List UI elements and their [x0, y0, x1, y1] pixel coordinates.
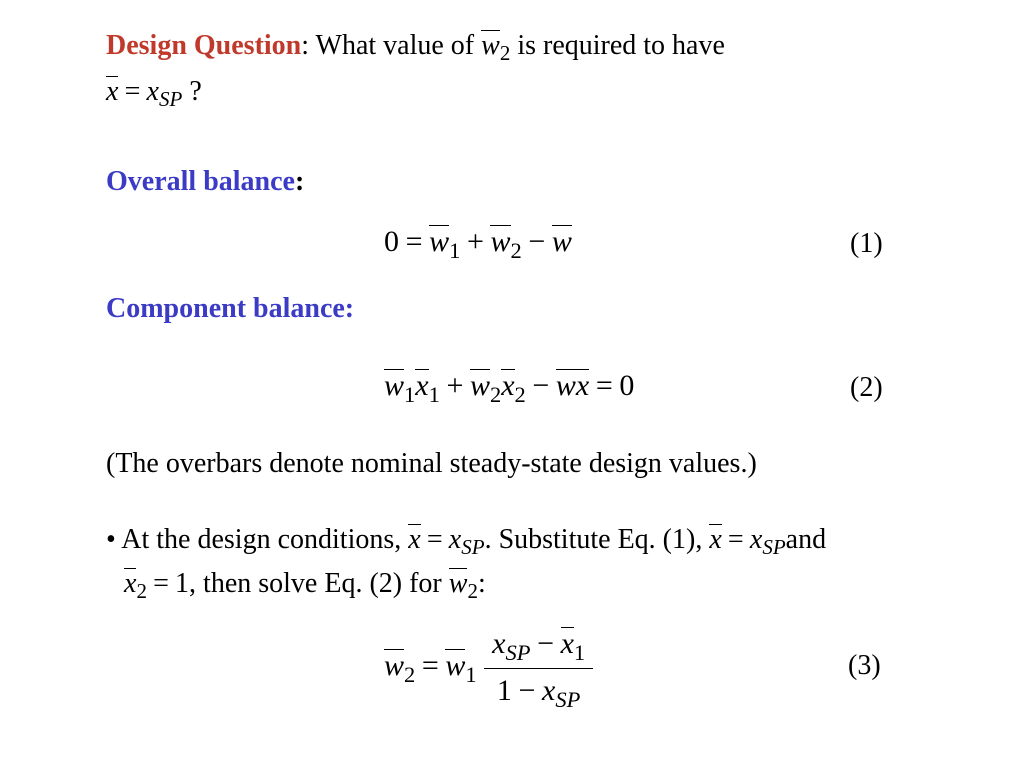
eq1-w2-bar: w: [490, 225, 511, 258]
equation-2-number: (2): [850, 372, 883, 403]
bullet-w2-bar: w: [448, 568, 468, 599]
question-mark: ?: [182, 76, 202, 107]
eq2-w2-bar: w: [469, 369, 490, 402]
equation-3-number: (3): [848, 650, 881, 681]
bullet-text-4: , then solve Eq. (2) for: [189, 568, 442, 599]
design-question-line-2: [106, 76, 202, 112]
overall-balance-heading: [106, 166, 304, 198]
design-question-text-after: is required to have: [510, 30, 725, 61]
bullet-x-1: x: [448, 524, 462, 555]
eq2-sub-2b: 2: [514, 381, 526, 407]
eq2-x1-bar: x: [415, 369, 429, 402]
eq2-equals: =: [595, 369, 613, 402]
bullet-sub-sp-1: SP: [461, 535, 485, 560]
bullet-x-2: x: [749, 524, 763, 555]
bullet-equals-1: =: [426, 524, 443, 555]
bullet-sub-sp-2: SP: [762, 535, 786, 560]
eq3-equals: =: [421, 649, 439, 683]
bullet-sub-2b: 2: [467, 579, 478, 604]
bullet-line-2: [124, 568, 486, 604]
eq3-denominator: [484, 669, 593, 711]
bullet-text-1: At the design conditions,: [115, 524, 402, 555]
eq3-num-sub-sp: SP: [505, 639, 531, 665]
overbar-note: (The overbars denote nominal steady-state design values.): [106, 448, 757, 479]
eq3-w1-bar: w: [445, 649, 466, 683]
bullet-x-bar-2: x: [709, 524, 722, 555]
eq1-w1-bar: w: [429, 225, 450, 258]
eq2-sub-2a: 2: [489, 381, 502, 407]
sub-sp: SP: [158, 87, 183, 112]
bullet-marker: •: [106, 524, 116, 555]
eq2-sub-1a: 1: [404, 381, 416, 407]
eq1-sub-2: 2: [510, 237, 522, 263]
eq3-w2-bar: w: [384, 649, 405, 683]
overall-balance-label: Overall balance: [106, 166, 295, 197]
var-x: x: [146, 76, 159, 107]
equation-1: [384, 224, 572, 262]
eq3-num-x1-bar: x: [560, 627, 574, 660]
eq2-plus: +: [446, 369, 464, 402]
var-w-bar: w: [481, 30, 500, 61]
eq3-den-minus: −: [518, 674, 536, 707]
equals-sign: =: [124, 76, 141, 107]
bullet-text-2: . Substitute Eq. (1),: [484, 524, 703, 555]
var-x-bar: x: [106, 76, 119, 107]
bullet-text-3: and: [785, 524, 827, 555]
equation-3: [384, 626, 593, 711]
equation-2: [384, 368, 634, 406]
bullet-sub-2: 2: [136, 579, 147, 604]
bullet-line-1: [106, 524, 827, 560]
eq2-x2-bar: x: [501, 369, 515, 402]
bullet-text-5: :: [477, 568, 486, 599]
eq3-num-minus: −: [537, 627, 554, 660]
eq1-sub-1: 1: [449, 237, 461, 263]
eq3-den-one: 1: [496, 674, 512, 707]
eq3-numerator: [484, 626, 593, 669]
eq2-w-bar: w: [555, 369, 576, 402]
design-question-line-1: [106, 30, 725, 66]
equation-1-number: (1): [850, 228, 883, 259]
design-question-heading: Design Question: [106, 30, 302, 61]
sub-2: 2: [499, 41, 511, 66]
bullet-equals-2: =: [727, 524, 744, 555]
eq3-num-x: x: [492, 627, 506, 660]
eq3-den-sub-sp: SP: [555, 686, 581, 712]
design-question-text: What value of: [309, 30, 482, 61]
eq2-sub-1b: 1: [428, 381, 440, 407]
design-question-colon: :: [301, 30, 310, 61]
bullet-one: 1: [175, 568, 190, 599]
eq3-sub-1: 1: [465, 662, 477, 688]
bullet-x-bar-1: x: [408, 524, 421, 555]
overall-balance-colon: :: [294, 166, 305, 197]
eq1-equals: =: [405, 225, 423, 258]
bullet-x2-bar: x: [124, 568, 137, 599]
eq3-num-sub-1: 1: [573, 639, 586, 665]
eq2-zero: 0: [619, 369, 635, 402]
eq1-w-bar: w: [551, 225, 572, 258]
eq3-den-x: x: [542, 674, 556, 707]
eq2-w1-bar: w: [384, 369, 405, 402]
eq1-minus: −: [528, 225, 546, 258]
bullet-equals-3: =: [153, 568, 169, 599]
eq3-fraction: [484, 626, 593, 711]
component-balance-heading: Component balance:: [106, 293, 355, 324]
eq2-x-bar: x: [575, 369, 590, 402]
eq2-minus: −: [532, 369, 550, 402]
eq3-sub-2: 2: [404, 662, 416, 688]
eq1-plus: +: [466, 225, 484, 258]
eq1-zero: 0: [384, 225, 399, 258]
